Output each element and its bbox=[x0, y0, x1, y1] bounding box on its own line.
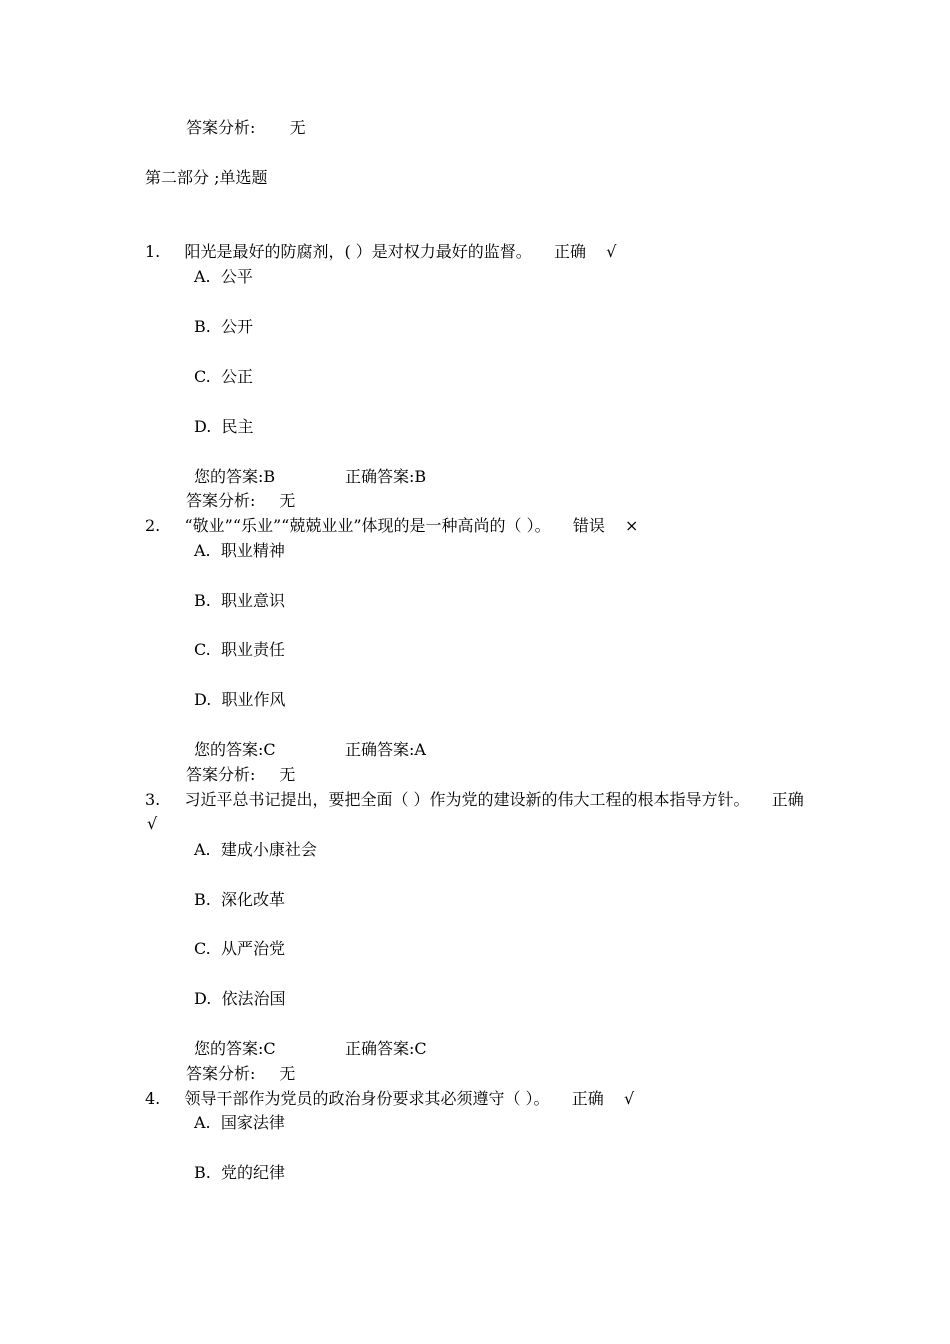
option-a: A. 公平 bbox=[194, 267, 253, 286]
question-1 bbox=[145, 242, 616, 262]
question-text: 习近平总书记提出，要把全面（ ）作为党的建设新的伟大工程的根本指导方针。 bbox=[184, 790, 750, 809]
option-b: B. 党的纪律 bbox=[194, 1163, 286, 1182]
status-text: 正确 bbox=[771, 790, 804, 809]
option-a: A. 国家法律 bbox=[194, 1113, 285, 1132]
your-answer: 您的答案:B bbox=[194, 467, 276, 486]
question-2 bbox=[145, 516, 638, 536]
check-mark-icon: √ bbox=[147, 814, 158, 833]
check-mark-icon: √ bbox=[606, 242, 617, 261]
option-b: B. 公开 bbox=[194, 317, 254, 336]
option-d: D. 依法治国 bbox=[194, 989, 286, 1008]
question-3 bbox=[145, 790, 804, 810]
option-c: C. 公正 bbox=[194, 367, 253, 386]
question-4 bbox=[145, 1089, 634, 1109]
status-text: 错误 bbox=[572, 516, 605, 535]
check-mark-icon: √ bbox=[623, 1089, 635, 1108]
question-text: 领导干部作为党员的政治身份要求其必须遵守（ ）。 bbox=[184, 1089, 550, 1108]
option-d: D. 职业作风 bbox=[194, 690, 286, 709]
analysis-label: 答案分析: bbox=[186, 118, 256, 137]
option-b: B. 职业意识 bbox=[194, 591, 286, 610]
correct-answer: 正确答案:A bbox=[345, 740, 426, 759]
answer-analysis: 答案分析: 无 bbox=[186, 491, 296, 510]
cross-mark-icon: × bbox=[625, 516, 639, 535]
correct-answer: 正确答案:C bbox=[345, 1039, 427, 1058]
option-b: B. 深化改革 bbox=[194, 890, 286, 909]
status-text: 正确 bbox=[553, 242, 586, 261]
question-text: 阳光是最好的防腐剂，( ）是对权力最好的监督。 bbox=[184, 242, 532, 261]
section-title: 第二部分 ;单选题 bbox=[145, 168, 268, 187]
option-a: A. 职业精神 bbox=[194, 541, 285, 560]
option-d: D. 民主 bbox=[194, 417, 254, 436]
question-text: “敬业”“乐业”“兢兢业业”体现的是一种高尚的（ ）。 bbox=[184, 516, 551, 535]
question-number: 1. bbox=[145, 242, 161, 261]
option-c: C. 从严治党 bbox=[194, 939, 285, 958]
question-number: 2. bbox=[145, 516, 161, 535]
question-number: 3. bbox=[145, 790, 161, 809]
option-a: A. 建成小康社会 bbox=[194, 840, 317, 859]
analysis-value: 无 bbox=[289, 118, 306, 137]
status-text: 正确 bbox=[571, 1089, 604, 1108]
top-analysis bbox=[186, 118, 306, 138]
question-number: 4. bbox=[145, 1089, 161, 1108]
your-answer: 您的答案:C bbox=[194, 740, 276, 759]
your-answer: 您的答案:C bbox=[194, 1039, 276, 1058]
answer-analysis: 答案分析: 无 bbox=[186, 765, 296, 784]
option-c: C. 职业责任 bbox=[194, 640, 285, 659]
answer-analysis: 答案分析: 无 bbox=[186, 1064, 296, 1083]
correct-answer: 正确答案:B bbox=[345, 467, 427, 486]
